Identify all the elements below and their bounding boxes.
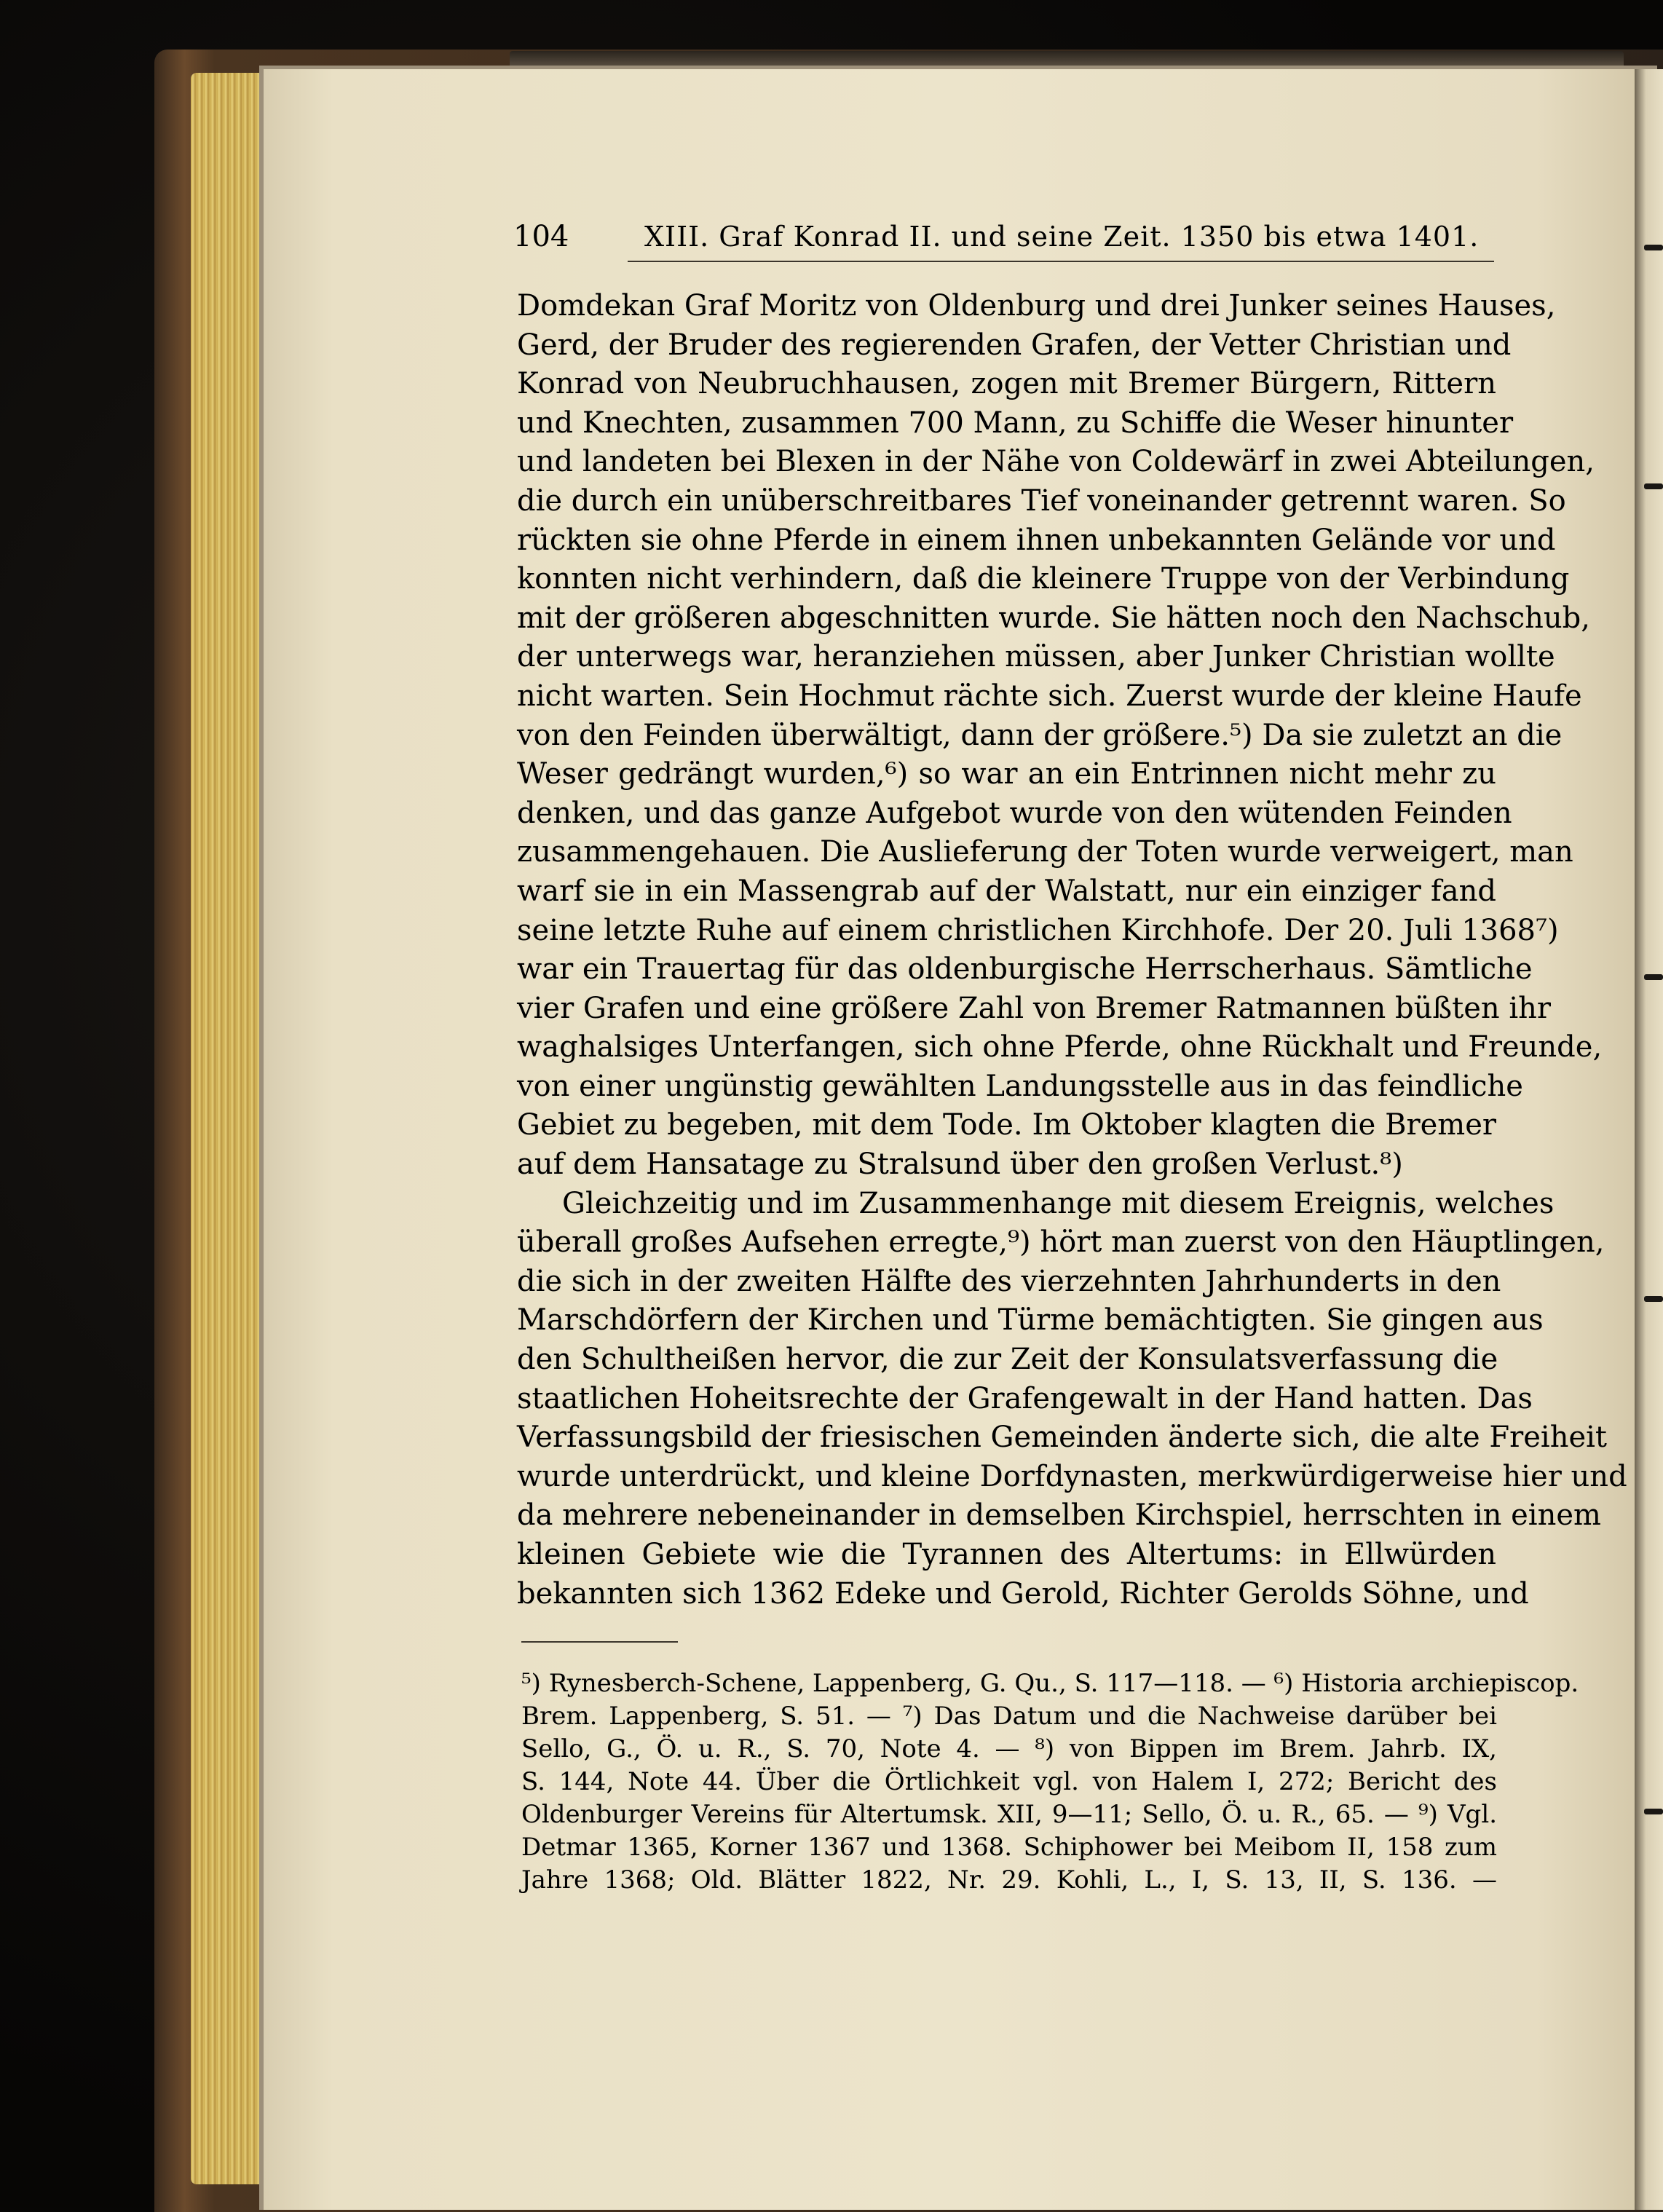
text-line: den Schultheißen hervor, die zur Zeit der Konsulatsverfassung die (517, 1343, 1498, 1377)
text-line: staatlichen Hoheitsrechte der Grafengewalt in der Hand hatten. Das (517, 1381, 1533, 1415)
page-tab-mark (1644, 483, 1663, 489)
text-line: kleinen Gebiete wie die Tyrannen des Altertums: in Ellwürden (517, 1538, 1496, 1571)
page-tab-mark (1644, 245, 1663, 250)
footnote-line: ⁵) Rynesberch-Schene, Lappenberg, G. Qu., S. 117—118. — ⁶) Historia archiepiscop. (521, 1669, 1579, 1698)
text-line: von den Feinden überwältigt, dann der größere.⁵) Da sie zuletzt an die (517, 718, 1563, 752)
text-line: Domdekan Graf Moritz von Oldenburg und drei Junker seines Hauses, (517, 289, 1556, 323)
text-line: der unterwegs war, heranziehen müssen, aber Junker Christian wollte (517, 640, 1555, 674)
text-line: Gleichzeitig und im Zusammenhange mit diesem Ereignis, welches (562, 1186, 1555, 1220)
text-line: Verfassungsbild der friesischen Gemeinden änderte sich, die alte Freiheit (517, 1421, 1607, 1455)
footnote-line: Sello, G., Ö. u. R., S. 70, Note 4. — ⁸) von Bippen im Brem. Jahrb. IX, (521, 1734, 1497, 1763)
text-line: überall großes Aufsehen erregte,⁹) hört man zuerst von den Häuptlingen, (517, 1225, 1605, 1260)
text-line: nicht warten. Sein Hochmut rächte sich. Zuerst wurde der kleine Haufe (517, 679, 1582, 713)
text-line: und Knechten, zusammen 700 Mann, zu Schiffe die Weser hinunter (517, 406, 1514, 440)
footnote-line: Jahre 1368; Old. Blätter 1822, Nr. 29. Kohli, L., I, S. 13, II, S. 136. — (521, 1865, 1497, 1895)
page-tab-mark (1644, 1809, 1663, 1814)
text-line: mit der größeren abgeschnitten wurde. Sie hätten noch den Nachschub, (517, 601, 1590, 635)
running-head (513, 218, 1496, 255)
footnote-line: Detmar 1365, Korner 1367 und 1368. Schiphower bei Meibom II, 158 zum (521, 1833, 1497, 1862)
text-line: Konrad von Neubruchhausen, zogen mit Bremer Bürgern, Rittern (517, 367, 1496, 401)
page-tab-mark (1644, 974, 1663, 980)
text-line: Gebiet zu begeben, mit dem Tode. Im Oktober klagten die Bremer (517, 1108, 1496, 1142)
page-tab-mark (1644, 1296, 1663, 1302)
footnote-line: Brem. Lappenberg, S. 51. — ⁷) Das Datum und die Nachweise darüber bei (521, 1702, 1497, 1731)
footnotes (521, 1667, 1579, 1897)
text-line: und landeten bei Blexen in der Nähe von Coldewärf in zwei Abteilungen, (517, 445, 1595, 479)
footnote-rule (521, 1641, 678, 1643)
text-line: konnten nicht verhindern, daß die kleinere Truppe von der Verbindung (517, 562, 1570, 596)
footnote-line: S. 144, Note 44. Über die Örtlichkeit vgl. von Halem I, 272; Bericht des (521, 1767, 1497, 1796)
text-line: denken, und das ganze Aufgebot wurde von den wütenden Feinden (517, 796, 1512, 830)
text-line: vier Grafen und eine größere Zahl von Bremer Ratmannen büßten ihr (517, 991, 1552, 1025)
text-line: warf sie in ein Massengrab auf der Walstatt, nur ein einziger fand (517, 874, 1496, 908)
text-line: rückten sie ohne Pferde in einem ihnen unbekannten Gelände vor und (517, 523, 1556, 557)
text-line: wurde unterdrückt, und kleine Dorfdynasten, merkwürdigerweise hier und (517, 1459, 1627, 1493)
text-line: die durch ein unüberschreitbares Tief voneinander getrennt waren. So (517, 483, 1566, 518)
footnote-line: Oldenburger Vereins für Altertumsk. XII, 9—11; Sello, Ö. u. R., 65. — ⁹) Vgl. (521, 1800, 1497, 1829)
text-line: die sich in der zweiten Hälfte des vierzehnten Jahrhunderts in den (517, 1264, 1501, 1298)
next-page-edge (1635, 69, 1663, 2210)
body-text (517, 287, 1627, 1613)
text-line: Weser gedrängt wurden,⁶) so war an ein Entrinnen nicht mehr zu (517, 757, 1496, 791)
text-line: war ein Trauertag für das oldenburgische Herrscherhaus. Sämtliche (517, 952, 1533, 987)
header-rule (628, 261, 1494, 262)
text-line: auf dem Hansatage zu Stralsund über den großen Verlust.⁸) (517, 1148, 1403, 1182)
text-line: seine letzte Ruhe auf einem christlichen Kirchhofe. Der 20. Juli 1368⁷) (517, 913, 1559, 947)
text-line: bekannten sich 1362 Edeke und Gerold, Richter Gerolds Söhne, und (517, 1576, 1529, 1611)
text-line: von einer ungünstig gewählten Landungsstelle aus in das feindliche (517, 1069, 1523, 1103)
text-line: Marschdörfern der Kirchen und Türme bemächtigten. Sie gingen aus (517, 1303, 1544, 1338)
gilt-page-edges (191, 73, 269, 2184)
text-line: da mehrere nebeneinander in demselben Kirchspiel, herrschten in einem (517, 1498, 1601, 1533)
text-line: Gerd, der Bruder des regierenden Grafen, der Vetter Christian und (517, 328, 1512, 362)
text-line: zusammengehauen. Die Auslieferung der Toten wurde verweigert, man (517, 835, 1573, 869)
chapter-title: XIII. Graf Konrad II. und seine Zeit. 1350 bis etwa 1401. (644, 221, 1480, 253)
text-line: waghalsiges Unterfangen, sich ohne Pferde, ohne Rückhalt und Freunde, (517, 1030, 1603, 1064)
page-number: 104 (513, 220, 569, 253)
